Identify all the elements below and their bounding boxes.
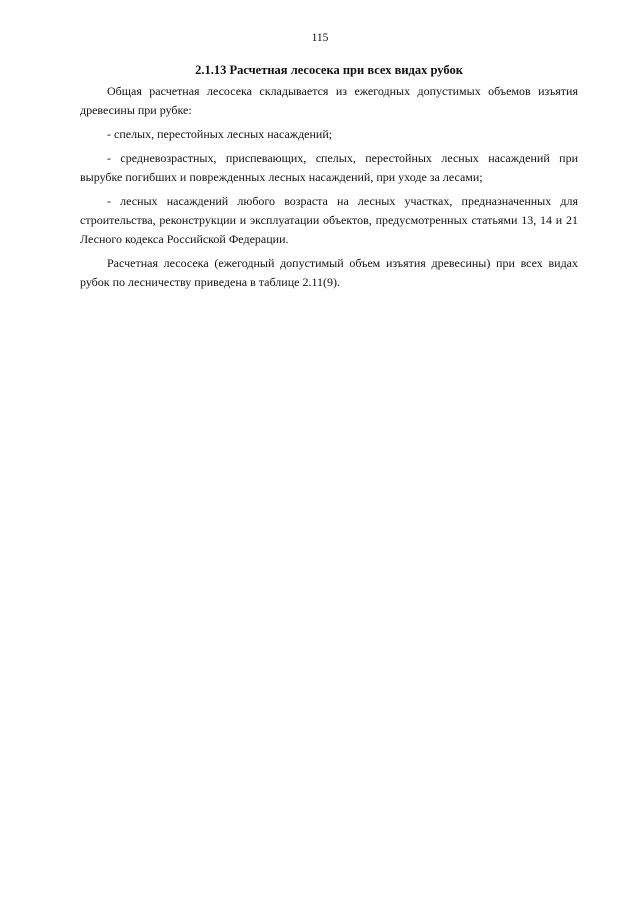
page-number: 115	[311, 32, 329, 44]
section-heading: 2.1.13 Расчетная лесосека при всех видах рубок	[195, 63, 463, 77]
intro-paragraph: Общая расчетная лесосека складывается из ежегодных допустимых объемов изъятия древесины при рубке:	[80, 84, 578, 117]
table-reference-paragraph: Расчетная лесосека (ежегодный допустимый объем изъятия древесины) при всех видах рубок по лесничеству приведена в таблице 2.11(9).	[80, 256, 578, 289]
list-item-dead-damaged-stands: - средневозрастных, приспевающих, спелых, перестойных лесных насаждений при вырубке погибших и поврежденных лесных насаждений, при уходе за лесами;	[80, 151, 578, 184]
list-item-mature-stands: - спелых, перестойных лесных насаждений;	[107, 127, 333, 141]
section-body	[80, 82, 578, 297]
list-item-construction-plots: - лесных насаждений любого возраста на лесных участках, предназначенных для строительства, реконструкции и эксплуатации объектов, предусмотренных статьями 13, 14 и 21 Лесного кодекса Российской Федерации.	[80, 194, 578, 246]
